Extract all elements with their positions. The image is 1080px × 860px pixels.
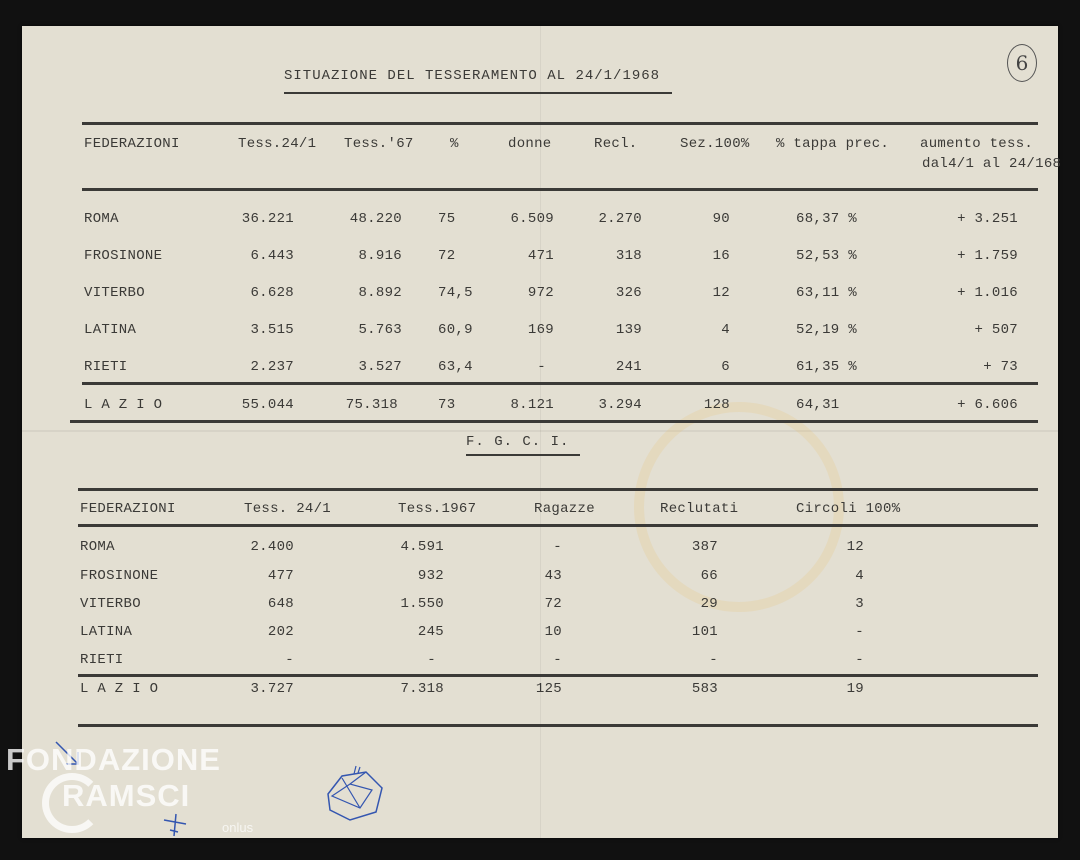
table2-cell-tess241: -: [285, 652, 294, 668]
title-underline: [284, 92, 672, 94]
table1-header-tappa: % tappa prec.: [776, 136, 890, 152]
table1-cell-name: L A Z I O: [84, 397, 163, 413]
table2-cell-ragazze: 10: [544, 624, 562, 640]
table1-cell-tappa: 61,35 %: [796, 359, 857, 375]
table1-cell-tappa: 64,31: [796, 397, 840, 413]
table1-cell-tess241: 36.221: [241, 211, 294, 227]
table1-cell-donne: 169: [527, 322, 554, 338]
table1-cell-sez100: 12: [712, 285, 730, 301]
table1-cell-name: VITERBO: [84, 285, 145, 301]
table2-cell-circoli: -: [855, 624, 864, 640]
table1-cell-percent: 73: [438, 397, 456, 413]
table1-cell-tess241: 3.515: [250, 322, 294, 338]
pen-doodle-icon: [320, 764, 390, 826]
table1-cell-sez100: 6: [721, 359, 730, 375]
table1-header-federazioni: FEDERAZIONI: [84, 136, 180, 152]
table1-header-donne: donne: [508, 136, 552, 152]
table2-cell-tess1967: 7.318: [400, 681, 444, 697]
table2-header-federazioni: FEDERAZIONI: [80, 501, 176, 517]
table1-cell-sez100: 128: [703, 397, 730, 413]
table1-cell-aumento: + 3.251: [957, 211, 1018, 227]
table2-cell-tess241: 202: [267, 624, 294, 640]
table1-cell-name: ROMA: [84, 211, 119, 227]
fgci-title: F. G. C. I.: [466, 434, 570, 450]
table2-header-tess1967: Tess.1967: [398, 501, 477, 517]
table1-cell-percent: 72: [438, 248, 456, 264]
table1-cell-tappa: 68,37 %: [796, 211, 857, 227]
table1-header-aumento-range: dal4/1 al 24/168: [922, 156, 1062, 172]
table2-cell-tess241: 2.400: [250, 539, 294, 555]
table2-bottom-rule: [78, 724, 1038, 727]
table1-cell-sez100: 90: [712, 211, 730, 227]
table1-cell-aumento: + 73: [983, 359, 1018, 375]
document-page: [22, 26, 1062, 838]
table2-header-reclutati: Reclutati: [660, 501, 739, 517]
table1-cell-tess67: 8.892: [358, 285, 402, 301]
table1-cell-recl: 241: [615, 359, 642, 375]
table1-cell-tess67: 8.916: [358, 248, 402, 264]
table1-cell-donne: 471: [527, 248, 554, 264]
table2-cell-tess241: 648: [267, 596, 294, 612]
table1-header-tess67: Tess.'67: [344, 136, 414, 152]
table1-cell-sez100: 4: [721, 322, 730, 338]
table2-cell-reclutati: 66: [700, 568, 718, 584]
table2-cell-ragazze: 72: [544, 596, 562, 612]
table2-cell-reclutati: 387: [691, 539, 718, 555]
table1-cell-tess67: 3.527: [358, 359, 402, 375]
table1-cell-tess241: 6.628: [250, 285, 294, 301]
table2-top-rule: [78, 488, 1038, 491]
table1-cell-aumento: + 6.606: [957, 397, 1018, 413]
table1-cell-donne: 972: [527, 285, 554, 301]
cross-mark-icon: [160, 810, 190, 840]
table2-header-tess241: Tess. 24/1: [244, 501, 332, 517]
table2-cell-circoli: 12: [846, 539, 864, 555]
page-number: 6: [1007, 44, 1037, 82]
table1-header-rule: [82, 188, 1038, 191]
table1-cell-tess67: 48.220: [349, 211, 402, 227]
watermark-line3: onlus: [222, 820, 254, 835]
table2-cell-circoli: 19: [846, 681, 864, 697]
table2-cell-reclutati: 101: [691, 624, 718, 640]
table2-cell-circoli: -: [855, 652, 864, 668]
table2-header-circoli: Circoli 100%: [796, 501, 901, 517]
table1-cell-name: RIETI: [84, 359, 128, 375]
table2-cell-tess1967: -: [427, 652, 436, 668]
table1-cell-percent: 60,9: [438, 322, 473, 338]
fgci-title-underline: [466, 454, 580, 456]
document-title: SITUAZIONE DEL TESSERAMENTO AL 24/1/1968: [284, 68, 661, 84]
table2-cell-ragazze: -: [553, 539, 562, 555]
table1-cell-donne: 8.121: [510, 397, 554, 413]
table2-cell-tess1967: 1.550: [400, 596, 444, 612]
table1-cell-aumento: + 1.016: [957, 285, 1018, 301]
table1-cell-tess67: 75.318: [345, 397, 398, 413]
table1-header-percent: %: [450, 136, 459, 152]
table1-bottom-rule: [70, 420, 1038, 423]
table1-cell-name: FROSINONE: [84, 248, 163, 264]
table2-cell-ragazze: 43: [544, 568, 562, 584]
table2-cell-ragazze: -: [553, 652, 562, 668]
table1-cell-donne: 6.509: [510, 211, 554, 227]
table1-cell-name: LATINA: [84, 322, 137, 338]
table1-cell-tess241: 6.443: [250, 248, 294, 264]
table1-cell-recl: 326: [615, 285, 642, 301]
table2-cell-name: RIETI: [80, 652, 124, 668]
table2-cell-name: FROSINONE: [80, 568, 159, 584]
table1-cell-donne: -: [537, 359, 546, 375]
table2-cell-tess1967: 4.591: [400, 539, 444, 555]
table1-cell-recl: 3.294: [598, 397, 642, 413]
table2-cell-reclutati: -: [709, 652, 718, 668]
table2-cell-ragazze: 125: [535, 681, 562, 697]
table2-cell-reclutati: 29: [700, 596, 718, 612]
table2-header-ragazze: Ragazze: [534, 501, 595, 517]
watermark-line1: FONDAZIONE: [6, 742, 221, 777]
table1-cell-aumento: + 507: [974, 322, 1018, 338]
table1-cell-tappa: 52,53 %: [796, 248, 857, 264]
table2-cell-tess1967: 245: [417, 624, 444, 640]
table2-cell-tess241: 477: [267, 568, 294, 584]
table1-cell-percent: 74,5: [438, 285, 473, 301]
table2-cell-name: VITERBO: [80, 596, 141, 612]
table1-cell-tess67: 5.763: [358, 322, 402, 338]
table2-cell-tess1967: 932: [417, 568, 444, 584]
table2-header-rule: [78, 524, 1038, 527]
table2-cell-circoli: 3: [855, 596, 864, 612]
table1-cell-tess241: 2.237: [250, 359, 294, 375]
table1-top-rule: [82, 122, 1038, 125]
table1-cell-tappa: 52,19 %: [796, 322, 857, 338]
table2-cell-name: ROMA: [80, 539, 115, 555]
paper-fold-horizontal: [22, 430, 1058, 432]
table1-cell-recl: 2.270: [598, 211, 642, 227]
table1-header-recl: Recl.: [594, 136, 638, 152]
watermark-line2: RAMSCI: [62, 778, 191, 813]
table2-cell-name: L A Z I O: [80, 681, 159, 697]
table2-cell-reclutati: 583: [691, 681, 718, 697]
table1-cell-recl: 139: [615, 322, 642, 338]
table1-cell-recl: 318: [615, 248, 642, 264]
table2-cell-name: LATINA: [80, 624, 133, 640]
table1-header-tess241: Tess.24/1: [238, 136, 317, 152]
table1-cell-percent: 63,4: [438, 359, 473, 375]
table2-total-top-rule: [78, 674, 1038, 677]
table1-cell-tappa: 63,11 %: [796, 285, 857, 301]
table1-cell-percent: 75: [438, 211, 456, 227]
table1-header-aumento: aumento tess.: [920, 136, 1034, 152]
table1-cell-aumento: + 1.759: [957, 248, 1018, 264]
table2-cell-tess241: 3.727: [250, 681, 294, 697]
table1-cell-sez100: 16: [712, 248, 730, 264]
table1-cell-tess241: 55.044: [241, 397, 294, 413]
table1-total-top-rule: [82, 382, 1038, 385]
table1-header-sez100: Sez.100%: [680, 136, 750, 152]
table2-cell-circoli: 4: [855, 568, 864, 584]
